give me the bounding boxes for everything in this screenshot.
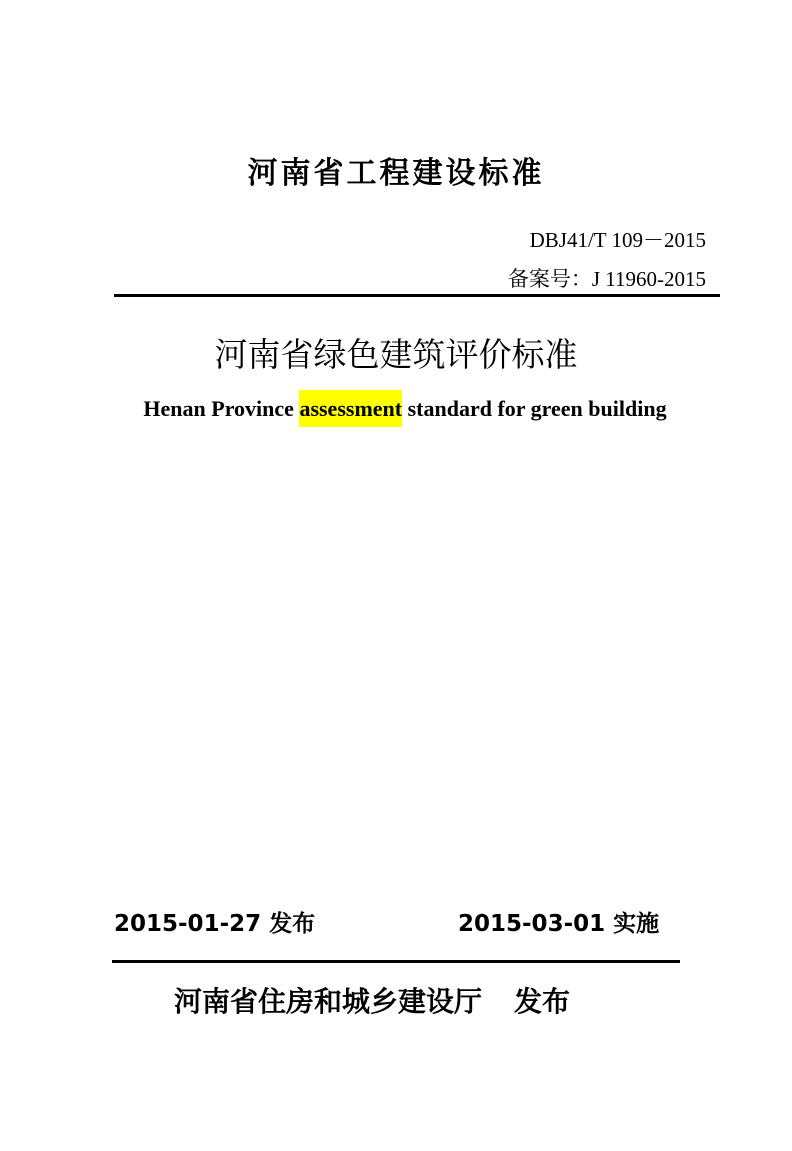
record-number-line — [508, 264, 706, 294]
effective-date: 2015-03-01 — [458, 911, 606, 937]
issue-date-line — [114, 904, 315, 944]
issue-date-label: 发布 — [269, 911, 316, 937]
chinese-title: 河南省绿色建筑评价标准 — [214, 335, 578, 374]
publisher-line — [174, 976, 570, 1028]
english-title — [0, 391, 792, 427]
english-title-part-2: standard for green building — [407, 396, 667, 421]
english-title-highlighted-word: assessment — [299, 390, 402, 427]
publisher-issue-label: 发布 — [514, 985, 571, 1018]
effective-date-label: 实施 — [613, 911, 660, 937]
top-divider — [114, 294, 720, 297]
effective-date-line — [458, 904, 659, 944]
standard-code: DBJ41/T 109－2015 — [529, 228, 706, 252]
series-title: 河南省工程建设标准 — [247, 156, 545, 191]
record-label: 备案号： — [507, 267, 592, 291]
issuing-authority: 河南省住房和城乡建设厅 — [174, 985, 483, 1018]
bottom-divider — [112, 960, 680, 963]
record-number: J 11960-2015 — [591, 267, 706, 291]
english-title-part-1: Henan Province — [143, 396, 294, 421]
issue-date: 2015-01-27 — [114, 911, 262, 937]
